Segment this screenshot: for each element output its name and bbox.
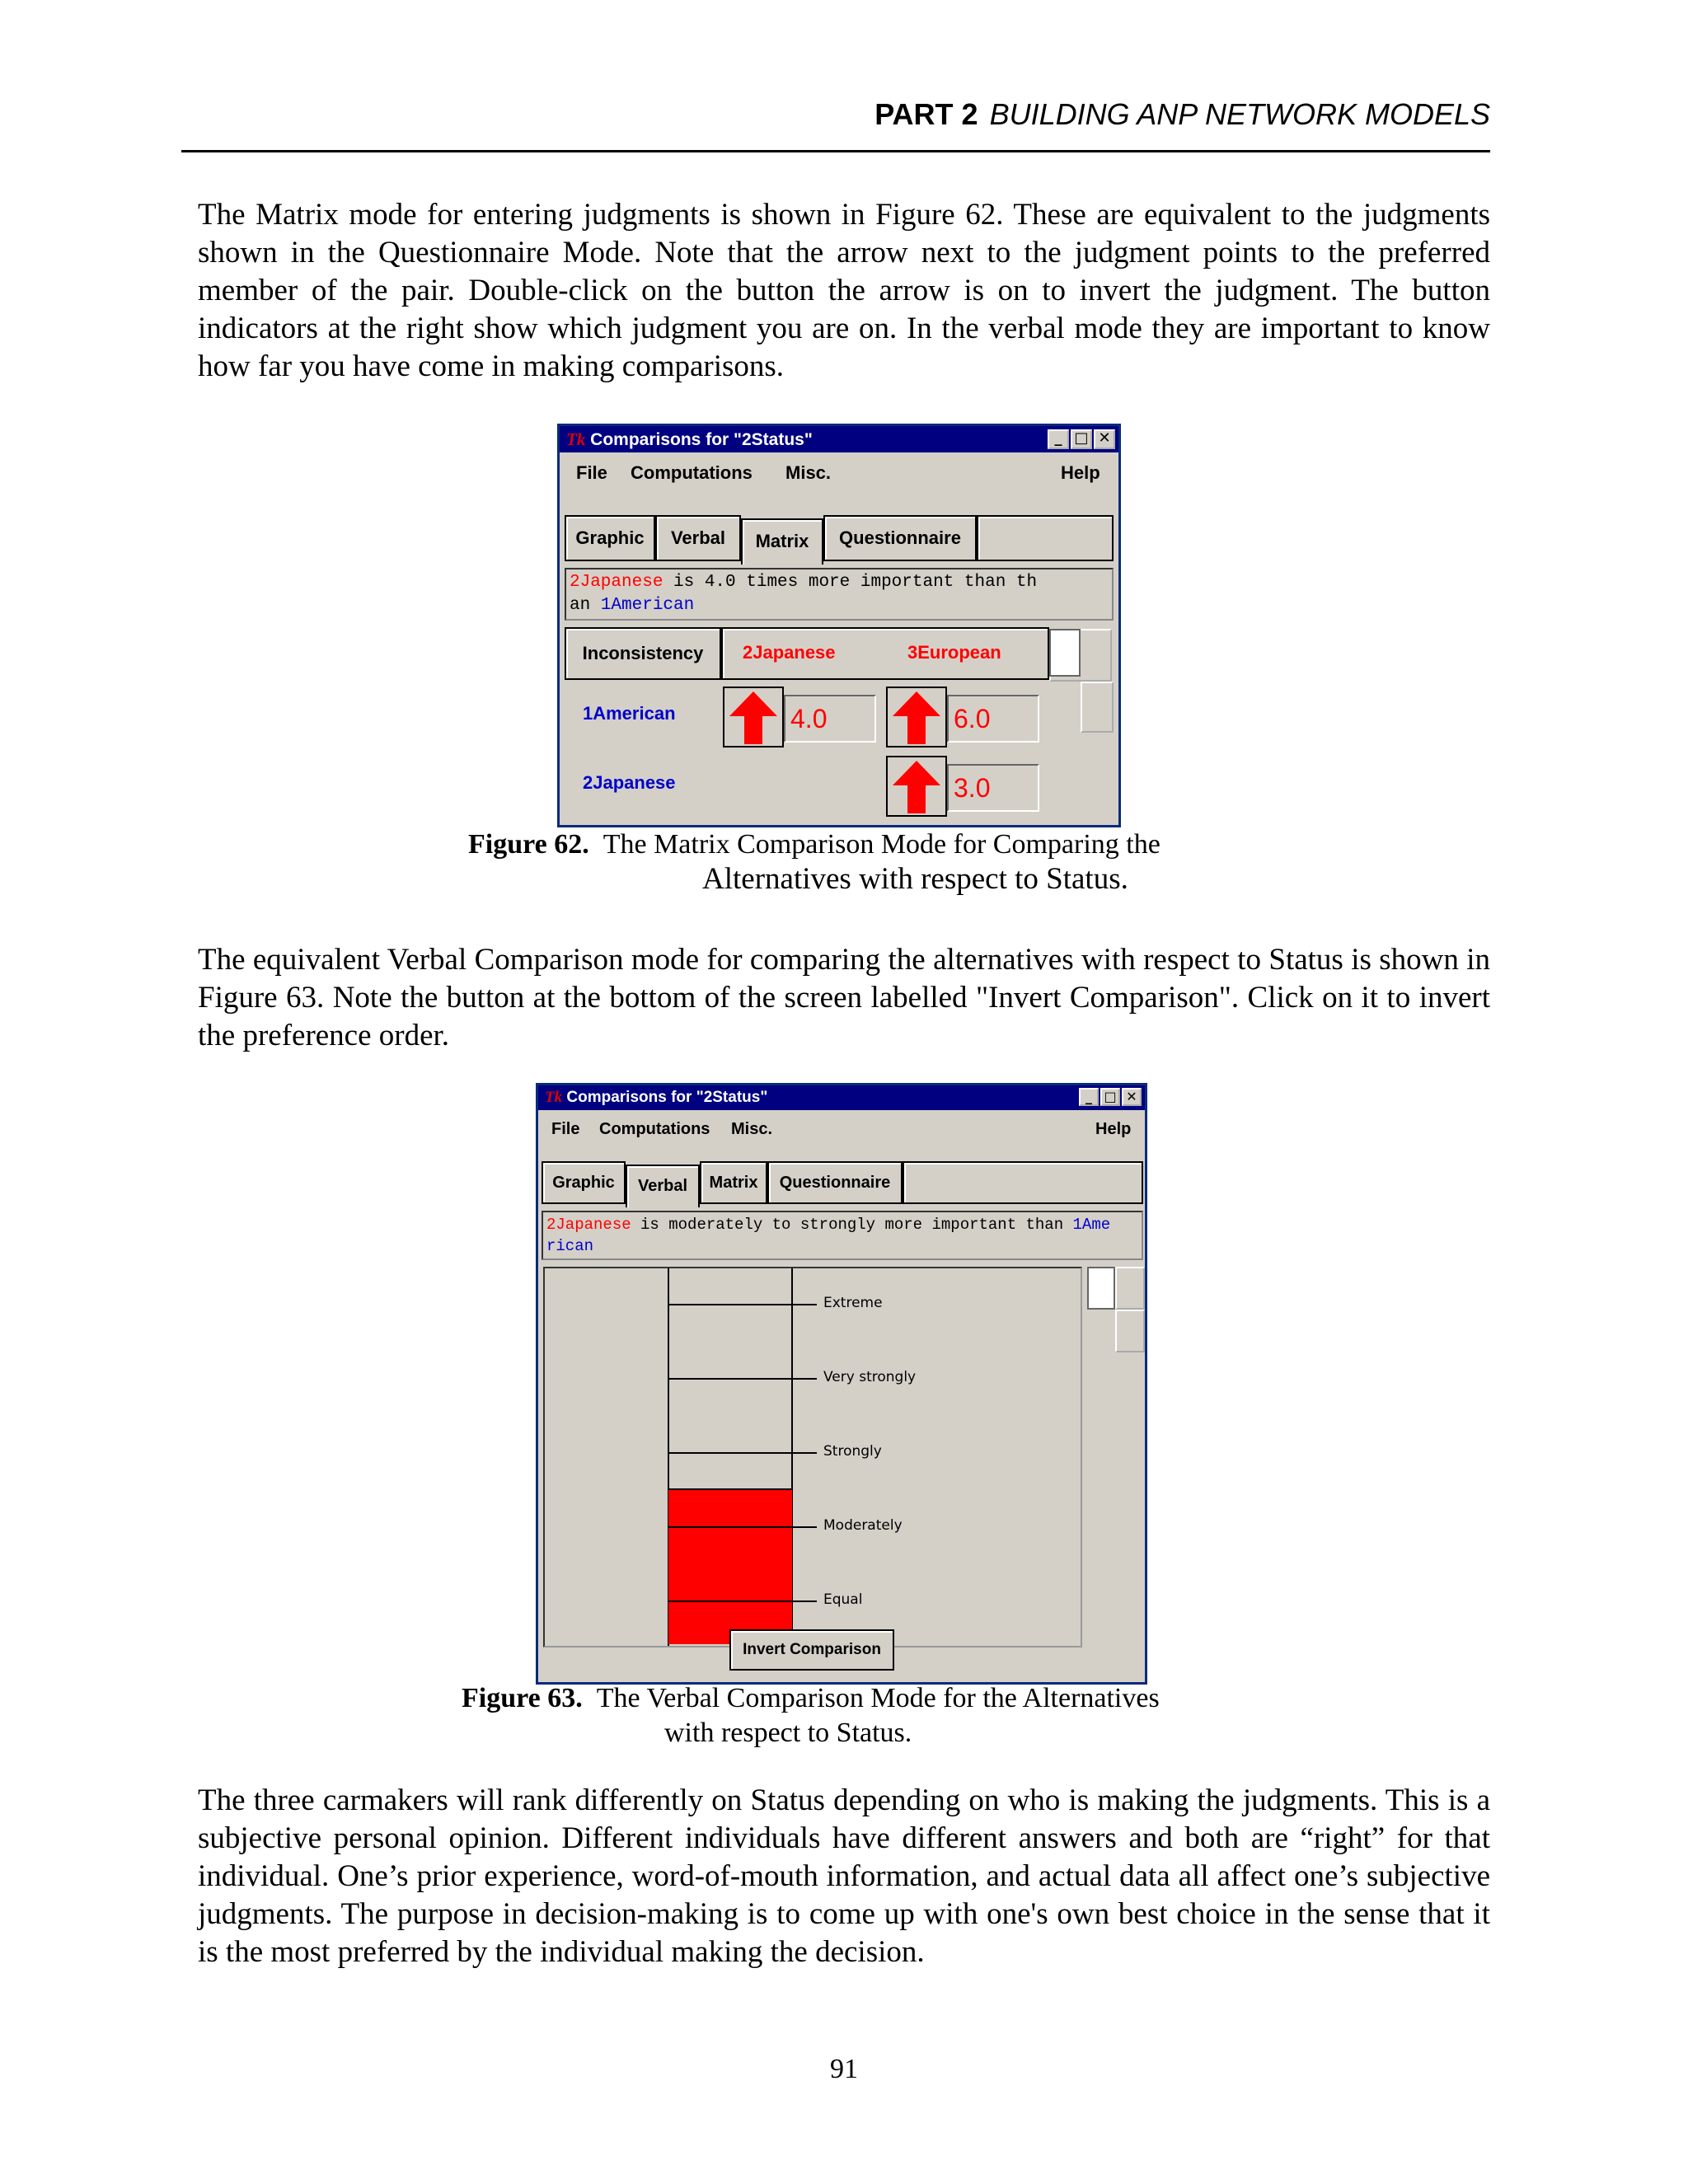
verbal-comparison-window bbox=[536, 1083, 1147, 1685]
row-header-2japanese: 2Japanese bbox=[583, 772, 676, 793]
menu-file[interactable]: File bbox=[576, 462, 607, 483]
scale-label-strongly: Strongly bbox=[823, 1443, 882, 1460]
window-title-bar[interactable] bbox=[560, 426, 1118, 452]
figure-63-caption-line2: with respect to Status. bbox=[664, 1718, 912, 1748]
tab-graphic[interactable]: Graphic bbox=[565, 515, 655, 561]
menu-computations[interactable]: Computations bbox=[599, 1120, 710, 1138]
arrow-up-icon bbox=[888, 688, 945, 746]
close-icon[interactable]: ✕ bbox=[1122, 1088, 1142, 1106]
page-number: 91 bbox=[830, 2054, 858, 2084]
figure-62-caption-line2: Alternatives with respect to Status. bbox=[702, 862, 1128, 896]
menu-bar bbox=[538, 1120, 1145, 1145]
maximize-icon[interactable]: □ bbox=[1100, 1088, 1120, 1106]
minimize-icon[interactable]: _ bbox=[1079, 1088, 1099, 1106]
arrow-button-r1c2[interactable] bbox=[886, 687, 947, 748]
inconsistency-button[interactable]: Inconsistency bbox=[565, 627, 721, 680]
arrow-up-icon bbox=[888, 757, 945, 815]
close-icon[interactable]: ✕ bbox=[1094, 429, 1115, 449]
tk-logo-icon: Tk bbox=[545, 1089, 563, 1106]
row-header-1american: 1American bbox=[583, 703, 676, 724]
menu-computations[interactable]: Computations bbox=[631, 462, 753, 483]
paragraph-2: The equivalent Verbal Comparison mode for comparing the alternatives with respect to Status is shown in Figure 63. Note the button at the bottom of the screen labelled "Invert Comparison". Click on it to invert the preference order. bbox=[198, 943, 1490, 1052]
judgment-bar bbox=[668, 1489, 792, 1644]
scale-label-very-strongly: Very strongly bbox=[823, 1369, 917, 1385]
menu-bar bbox=[560, 462, 1118, 490]
menu-misc[interactable]: Misc. bbox=[731, 1120, 773, 1138]
tab-matrix[interactable]: Matrix bbox=[741, 518, 823, 565]
verbal-scale-chart[interactable] bbox=[545, 1268, 1081, 1646]
figure-63-caption-line1: Figure 63. The Verbal Comparison Mode for the Alternatives bbox=[462, 1683, 1160, 1713]
figure-62-caption-line1: Figure 62. The Matrix Comparison Mode for Comparing the bbox=[468, 829, 1160, 860]
menu-file[interactable]: File bbox=[551, 1120, 580, 1138]
maximize-icon[interactable]: □ bbox=[1071, 429, 1092, 449]
tab-questionnaire[interactable]: Questionnaire bbox=[767, 1161, 903, 1204]
arrow-button-r2c2[interactable] bbox=[886, 756, 947, 817]
judgment-indicator-current[interactable] bbox=[1087, 1267, 1115, 1310]
tab-blank bbox=[977, 515, 1114, 561]
verbal-scale-panel bbox=[543, 1267, 1082, 1647]
paragraph-3: The three carmakers will rank differently on Status depending on who is making the judgments. This is a subjective personal opinion. Different individuals have different answers and both are “right” for that individual. One’s prior experience, word-of-mouth information, and actual data all affect one’s subjective judgments. The purpose in decision-making is to come up with one's own best choice in the sense that it is the most preferred by the individual making the decision. bbox=[198, 1783, 1490, 1969]
arrow-up-icon bbox=[724, 688, 782, 746]
arrow-button-r1c1[interactable] bbox=[723, 687, 784, 748]
header-title: PART 2 BUILDING ANP NETWORK MODELS bbox=[874, 97, 1490, 131]
page-header bbox=[181, 92, 1490, 152]
tab-matrix[interactable]: Matrix bbox=[700, 1161, 767, 1204]
judgment-message: 2Japanese is 4.0 times more important than th an 1American bbox=[565, 568, 1114, 621]
column-header-2japanese: 2Japanese bbox=[743, 642, 836, 663]
invert-comparison-button[interactable]: Invert Comparison bbox=[729, 1629, 894, 1671]
paragraph-1: The Matrix mode for entering judgments is shown in Figure 62. These are equivalent to the judgments shown in the Questionnaire Mode. Note that the arrow next to the judgment points to the preferred member of the pair. Double-click on the button the arrow is on to invert the judgment. The button indicators at the right show which judgment you are on. In the verbal mode they are important to know how far you have come in making comparisons. bbox=[198, 198, 1490, 383]
judgment-indicator-2[interactable] bbox=[1115, 1310, 1145, 1352]
tab-blank bbox=[903, 1161, 1143, 1204]
tab-graphic[interactable]: Graphic bbox=[542, 1161, 626, 1204]
tab-questionnaire[interactable]: Questionnaire bbox=[823, 515, 977, 561]
menu-help[interactable]: Help bbox=[1095, 1120, 1132, 1138]
tab-verbal[interactable]: Verbal bbox=[626, 1165, 700, 1207]
judgment-message: 2Japanese is moderately to strongly more important than 1Ame rican bbox=[542, 1211, 1143, 1260]
judgment-indicator-next[interactable] bbox=[1081, 682, 1114, 733]
window-title: Comparisons for "2Status" bbox=[590, 430, 813, 449]
column-header-3european: 3European bbox=[907, 642, 1001, 663]
window-title: Comparisons for "2Status" bbox=[566, 1089, 768, 1106]
matrix-comparison-window bbox=[557, 424, 1121, 827]
menu-misc[interactable]: Misc. bbox=[785, 462, 832, 483]
scale-label-moderately: Moderately bbox=[823, 1517, 903, 1534]
scale-label-equal: Equal bbox=[823, 1591, 863, 1608]
menu-help[interactable]: Help bbox=[1061, 462, 1100, 483]
window-title-bar[interactable] bbox=[538, 1085, 1145, 1110]
value-r2c2[interactable]: 3.0 bbox=[947, 764, 1039, 812]
value-r1c1[interactable]: 4.0 bbox=[784, 695, 876, 743]
tk-logo-icon: Tk bbox=[566, 429, 586, 449]
value-r1c2[interactable]: 6.0 bbox=[947, 695, 1039, 743]
tab-verbal[interactable]: Verbal bbox=[655, 515, 741, 561]
judgment-indicator-1[interactable] bbox=[1115, 1267, 1145, 1310]
scale-label-extreme: Extreme bbox=[823, 1295, 883, 1311]
minimize-icon[interactable]: _ bbox=[1048, 429, 1069, 449]
judgment-indicator-current[interactable] bbox=[1049, 629, 1081, 677]
